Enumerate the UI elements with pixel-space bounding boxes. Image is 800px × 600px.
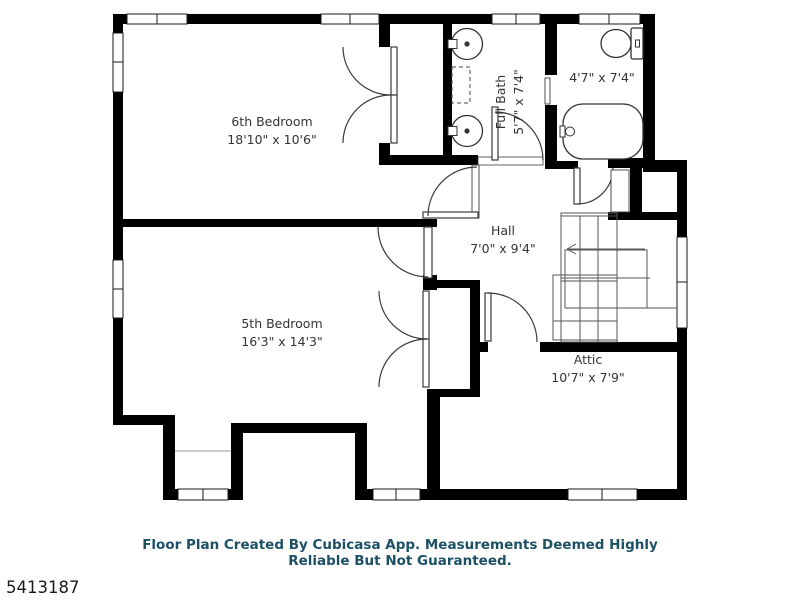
double-door [343, 47, 397, 143]
room-label-bedroom6 [227, 113, 316, 149]
wall-segment [187, 14, 321, 24]
cabinet-dashed [452, 67, 470, 103]
wall-segment [630, 158, 642, 220]
door-arc [577, 168, 613, 204]
doors [343, 47, 629, 387]
double-door [379, 291, 429, 387]
sink-icon [448, 29, 483, 60]
room-name: Attic [573, 352, 603, 367]
footer-line1: Floor Plan Created By Cubicasa App. Measurements Deemed Highly [142, 537, 658, 553]
fixtures [175, 28, 643, 451]
footer-disclaimer [0, 538, 800, 569]
stairs-landing [565, 250, 647, 308]
wall-segment [545, 105, 557, 168]
room-name: Hall [490, 223, 515, 238]
wall-segment [113, 92, 123, 260]
wall-segment [113, 219, 437, 227]
wall-segment [367, 489, 373, 500]
room-dimensions: 10'7" x 7'9" [551, 370, 625, 385]
wall-segment [477, 342, 488, 352]
room-name: 5th Bedroom [241, 316, 323, 331]
room-name: 6th Bedroom [231, 114, 313, 129]
door-arc [488, 293, 537, 342]
wall-segment [677, 163, 687, 237]
window [321, 14, 379, 24]
door [574, 168, 613, 204]
room-dimensions: 4'7" x 7'4" [569, 70, 635, 85]
door [485, 293, 537, 342]
door-leaf [391, 95, 397, 143]
door-leaf [423, 291, 429, 339]
wall-segment [443, 14, 452, 163]
window [492, 14, 540, 24]
room-dimensions: 5'7" x 7'4" [511, 69, 526, 135]
sink-icon [448, 116, 483, 147]
door-leaf [545, 78, 550, 104]
bathtub-icon [560, 104, 643, 159]
staircase [553, 213, 677, 342]
toilet-icon [601, 28, 643, 59]
wall-segment [427, 389, 440, 500]
room-label-bath [569, 69, 635, 87]
window [113, 260, 123, 318]
wall-segment [379, 24, 390, 47]
room-dimensions: 16'3" x 14'3" [241, 334, 323, 349]
door-leaf [424, 227, 432, 278]
door-jamb [472, 165, 479, 218]
wall-segment [113, 14, 123, 33]
room-dimensions: 7'0" x 9'4" [470, 241, 536, 256]
wall-segment [420, 489, 568, 500]
room-label-hall [470, 222, 536, 258]
door-arc [343, 47, 391, 95]
wall-segment [379, 14, 492, 24]
wall-segment [540, 14, 579, 24]
wall-segment [643, 14, 655, 172]
door-jamb [611, 170, 629, 212]
door-leaf [391, 47, 397, 95]
door-arc [379, 291, 427, 339]
window [113, 33, 123, 92]
door-leaf [574, 168, 580, 204]
wall-segment [163, 415, 175, 500]
listing-id: 5413187 [6, 578, 80, 597]
wall-segment [545, 24, 557, 75]
wall-segment [379, 155, 478, 165]
door-arc [428, 167, 477, 216]
wall-segment [545, 161, 578, 169]
room-label-bedroom5 [241, 315, 322, 351]
door [423, 165, 479, 218]
room-name: Full Bath [493, 74, 508, 130]
wall-segment [231, 423, 367, 433]
window [579, 14, 640, 24]
door-leaf [423, 339, 429, 387]
wall-segment [608, 212, 687, 220]
window [568, 489, 637, 500]
door-leaf [423, 212, 478, 218]
wall-segment [677, 328, 687, 500]
room-label-full-bath [492, 69, 528, 135]
door-arc [378, 227, 428, 277]
wall-segment [355, 433, 367, 500]
door-arc [379, 339, 427, 387]
wall-segment [470, 280, 480, 397]
door-arc [343, 95, 391, 143]
door-leaf [485, 293, 491, 341]
window [373, 489, 420, 500]
door-jamb [478, 157, 543, 165]
footer-line2: Reliable But Not Guaranteed. [288, 552, 512, 569]
window [178, 489, 228, 500]
room-label-attic [551, 351, 624, 387]
door [378, 227, 432, 278]
window [677, 237, 687, 328]
wall-segment [113, 318, 123, 425]
window [127, 14, 187, 24]
wall-segment [163, 489, 178, 500]
wall-segment [231, 423, 243, 500]
stairs-arrow [567, 244, 645, 254]
room-dimensions: 18'10" x 10'6" [227, 132, 317, 147]
